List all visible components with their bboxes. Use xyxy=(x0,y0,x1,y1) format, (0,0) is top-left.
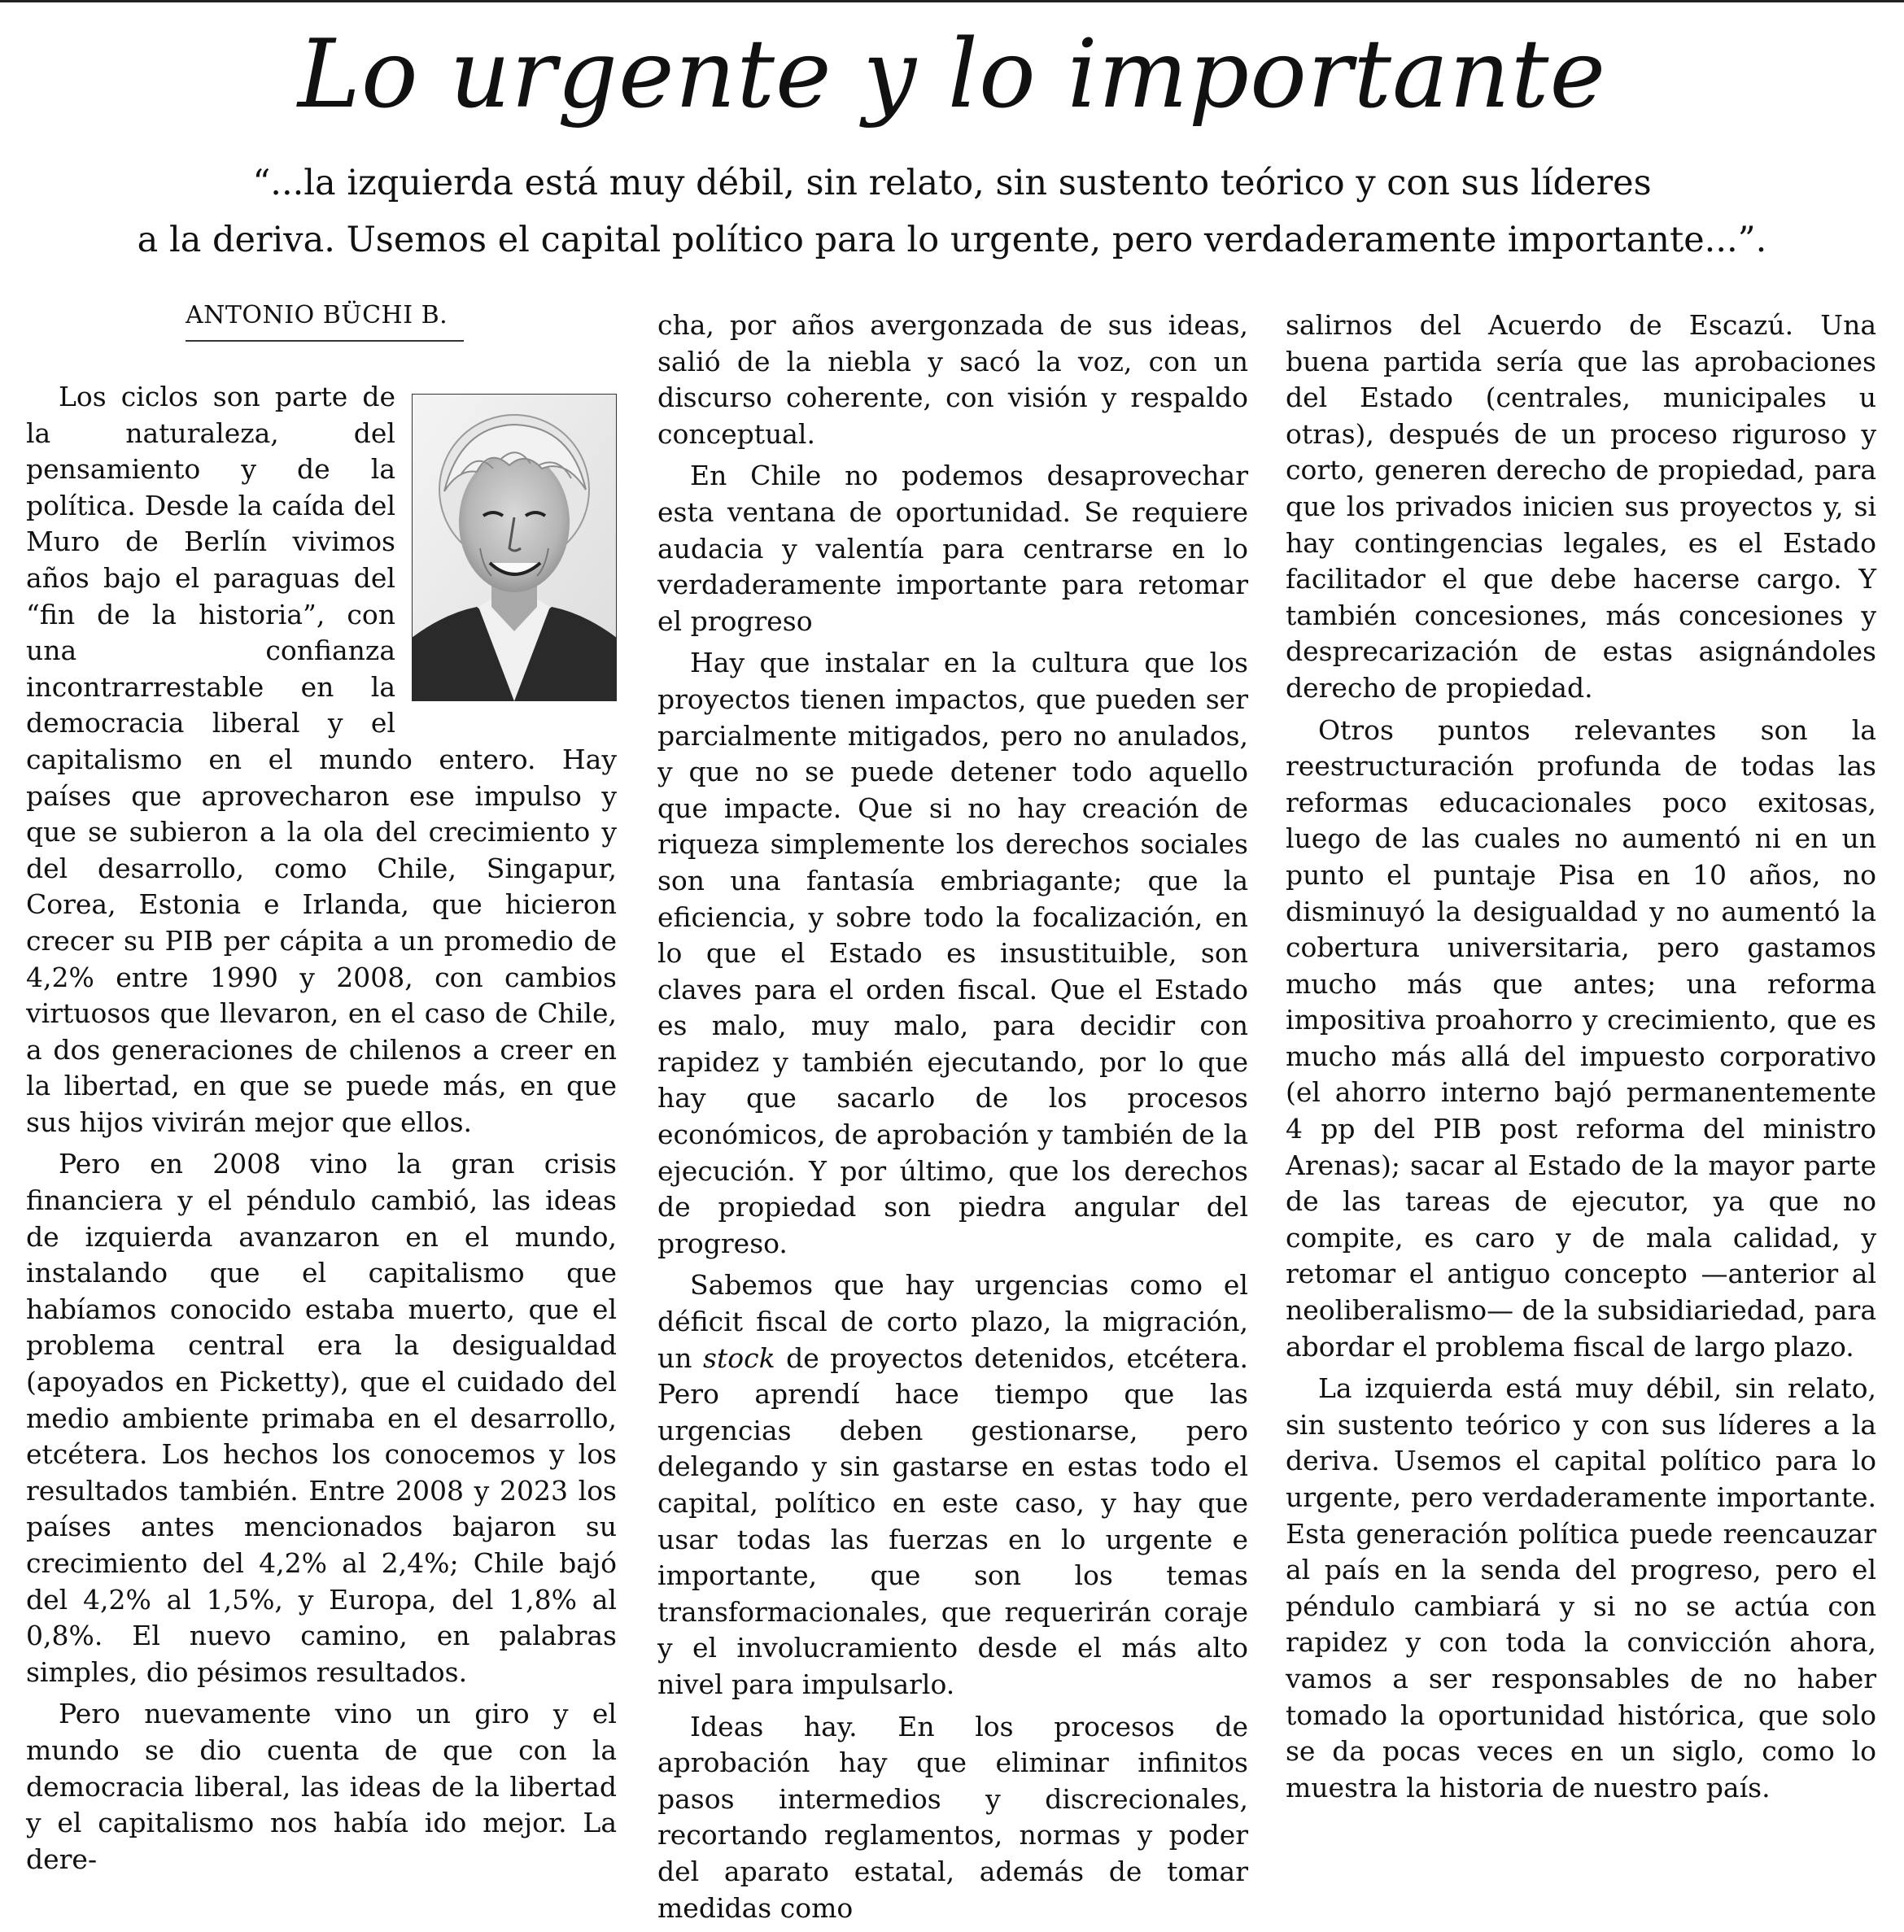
paragraph xyxy=(657,1267,1248,1703)
headline: Lo urgente y lo importante xyxy=(297,20,1607,129)
deck-quote xyxy=(90,155,1814,268)
paragraph: salirnos del Acuerdo de Escazú. Una buena partida sería que las aprobaciones del Estado (centrales, municipales u otras), después de un proceso riguroso y corto, generen derecho de propiedad, para que los privados inicien sus proyectos y, si hay contingencias legales, es el Estado facilitador el que debe hacerse cargo. Y también concesiones, más concesiones y desprecarización de estas asignándoles derecho de propiedad. xyxy=(1286,309,1876,704)
paragraph: La izquierda está muy débil, sin relato, sin sustento teórico y con sus líderes a la deriva. Usemos el capital político para lo urgente, pero verdaderamente importante. Esta generación política puede reencauzar al país en la senda del progreso, pero el péndulo cambiará y si no se actúa con rapidez y con toda la convicción ahora, vamos a ser responsables de no haber tomado la oportunidad histórica, que solo se da pocas veces en un siglo, como lo muestra la historia de nuestro país. xyxy=(1286,1372,1876,1803)
paragraph: Pero en 2008 vino la gran crisis financiera y el péndulo cambió, las ideas de izquierda avanzaron en el mundo, instalando que el capitalismo que habíamos conocido estaba muerto, que el problema central era la desigualdad (apoyados en Picketty), que el cuidado del medio ambiente primaba en el desarrollo, etcétera. Los hechos los conocemos y los resultados también. Entre 2008 y 2023 los países antes mencionados bajaron su crecimiento del 4,2% al 2,4%; Chile bajó del 4,2% al 1,5%, y Europa, del 1,8% al 0,8%. El nuevo camino, en palabras simples, dio pésimos resultados. xyxy=(26,1148,617,1688)
paragraph: En Chile no podemos desaprovechar esta ventana de oportunidad. Se requiere audacia y valentía para centrarse en lo verdaderamente importante para retomar el progreso xyxy=(657,460,1248,637)
byline: ANTONIO BÜCHI B. xyxy=(186,299,464,342)
deck-line: “...la izquierda está muy débil, sin relato, sin sustento teórico y con sus líderes xyxy=(252,163,1652,203)
deck-line: a la deriva. Usemos el capital político para lo urgente, pero verdaderamente importante...”. xyxy=(137,220,1767,260)
paragraph-text: de proyectos detenidos, etcétera. Pero aprendí hace tiempo que las urgencias deben gestionarse, pero delegando y sin gastarse en estas todo el capital, político en este caso, y hay que usar todas las fuerzas en lo urgente e importante, que son los temas transformacionales, que requerirán coraje y el involucramiento desde el más alto nivel para impulsarlo. xyxy=(657,1341,1248,1700)
paragraph: cha, por años avergonzada de sus ideas, salió de la niebla y sacó la voz, con un discurso coherente, con visión y respaldo conceptual. xyxy=(657,309,1248,450)
italic-term: stock xyxy=(703,1341,775,1374)
paragraph: Ideas hay. En los procesos de aprobación hay que eliminar infinitos pasos intermedios y discrecionales, recortando reglamentos, normas y poder del aparato estatal, además de tomar medidas como xyxy=(657,1710,1248,1924)
paragraph: Los ciclos son parte de la naturaleza, del pensamiento y de la política. Desde la caída del Muro de Berlín vivimos años bajo el paraguas del “fin de la historia”, con una confianza incontrarrestable en la democracia liberal y el capitalismo en el mundo entero. Hay países que aprovecharon ese impulso y que se subieron a la ola del crecimiento y del desarrollo, como Chile, Singapur, Corea, Estonia e Irlanda, que hicieron crecer su PIB per cápita a un promedio de 4,2% entre 1990 y 2008, con cambios virtuosos que llevaron, en el caso de Chile, a dos generaciones de chilenos a creer en la libertad, en que se puede más, en que sus hijos vivirán mejor que ellos. xyxy=(26,381,617,1138)
paragraph: Otros puntos relevantes son la reestructuración profunda de todas las reformas educacionales poco exitosas, luego de las cuales no aumentó ni en un punto el puntaje Pisa en 10 años, no disminuyó la desigualdad y no aumentó la cobertura universitaria, pero gastamos mucho más que antes; una reforma impositiva proahorro y crecimiento, que es mucho más allá del impuesto corporativo (el ahorro interno bajó permanentemente 4 pp del PIB post reforma del ministro Arenas); sacar al Estado de la mayor parte de las tareas de ejecutor, ya que no compite, es caro y de mala calidad, y retomar el antiguo concepto —anterior al neoliberalismo— de la subsidiariedad, para abordar el problema fiscal de largo plazo. xyxy=(1286,713,1876,1363)
paragraph: Pero nuevamente vino un giro y el mundo se dio cuenta de que con la democracia liberal, las ideas de la libertad y el capitalismo nos había ido mejor. La dere- xyxy=(26,1698,617,1875)
top-rule xyxy=(0,0,1904,2)
author-photo xyxy=(412,394,617,701)
column-2 xyxy=(657,307,1248,1932)
column-1 xyxy=(26,379,617,1883)
paragraph: Hay que instalar en la cultura que los proyectos tienen impactos, que pueden ser parcialmente mitigados, pero no anulados, y que no se puede detener todo aquello que impacte. Que si no hay creación de riqueza simplemente los derechos sociales son una fantasía embriagante; que la eficiencia, y sobre todo la focalización, en lo que el Estado es insustituible, son claves para el orden fiscal. Que el Estado es malo, muy malo, para decidir con rapidez y también ejecutando, por lo que hay que sacarlo de los procesos económicos, de aprobación y también de la ejecución. Y por último, que los derechos de propiedad son piedra angular del progreso. xyxy=(657,647,1248,1259)
paragraph-text: Sabemos que hay urgencias como el déficit fiscal de corto plazo, la migración, un xyxy=(657,1269,1248,1374)
column-3 xyxy=(1286,307,1876,1812)
